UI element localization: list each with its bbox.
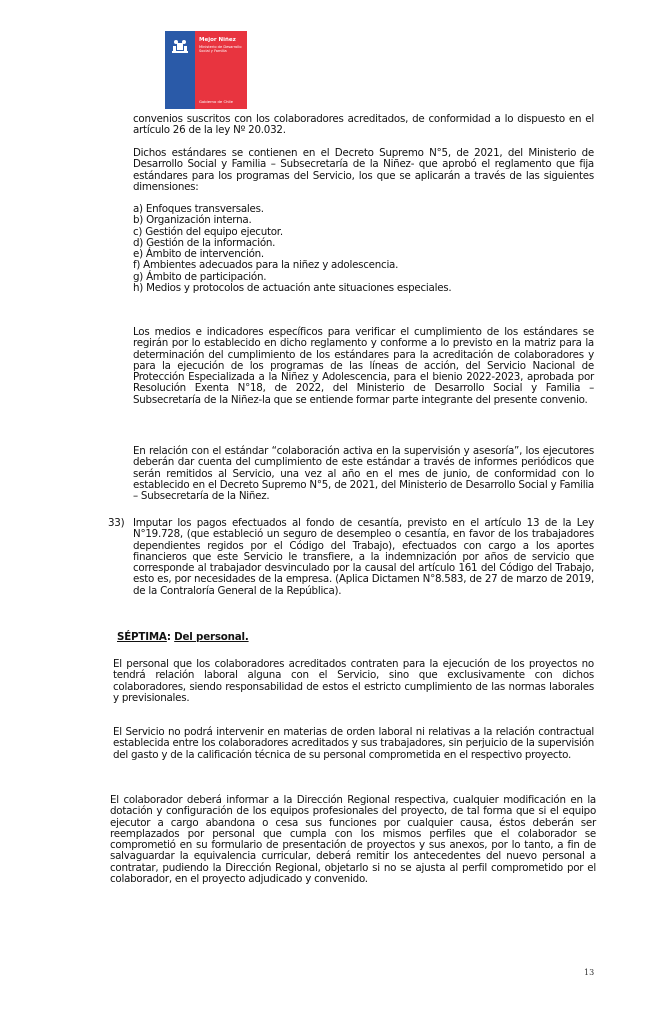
section-label: SÉPTIMA	[117, 631, 167, 643]
paragraph-servicio-no-intervenir: El Servicio no podrá intervenir en materias de orden laboral ni relativas a la relación contractual establecida entre los colaboradores acreditados y sus trabajadores, sin perjuicio de la supervisión del gasto y de la calificación técnica de su personal comprometida en el respectivo proyecto.	[113, 726, 594, 761]
dimension-item: a) Enfoques transversales.	[133, 203, 264, 215]
paragraph-personal-relacion: El personal que los colaboradores acreditados contraten para la ejecución de los proyectos no tendrá relación laboral alguna con el Servicio, sino que exclusivamente con dichos colaboradores, siendo responsabilidad de estos el estricto cumplimiento de las normas laborales y previsionales.	[113, 658, 594, 704]
paragraph-convenios: convenios suscritos con los colaboradores acreditados, de conformidad a lo dispuesto en el artículo 26 de la ley Nº 20.032.	[133, 113, 594, 137]
paragraph-decreto-estandares: Dichos estándares se contienen en el Decreto Supremo N°5, de 2021, del Ministerio de Desarrollo Social y Familia – Subsecretaría de la Niñez- que aprobó el reglamento que fija estándares para los programas del Servicio, los que se aplicarán a través de las siguientes dimensiones:	[133, 147, 594, 193]
dimension-item: h) Medios y protocolos de actuación ante situaciones especiales.	[133, 281, 452, 294]
dimension-item: b) Organización interna.	[133, 214, 252, 227]
logo-red-panel	[195, 31, 247, 109]
dimension-item: c) Gestión del equipo ejecutor.	[133, 225, 283, 238]
section-heading-septima	[117, 631, 249, 643]
paragraph-medios-indicadores: Los medios e indicadores específicos para verificar el cumplimiento de los estándares se regirán por lo establecido en dicho reglamento y conforme a lo previsto en la matriz para la determinación del cumplimiento de los estándares para la acreditación de colaboradores y para la ejecución de los programas de las líneas de acción, del Servicio Nacional de Protección Especializada a la Niñez y Adolescencia, para el bienio 2022-2023, aprobada por Resolución Exenta N°18, de 2022, del Ministerio de Desarrollo Social y Familia – Subsecretaría de la Niñez-la que se entiende formar parte integrante del presente convenio.	[133, 326, 594, 406]
dimensions-list	[133, 204, 594, 294]
section-separator: :	[166, 631, 171, 643]
paragraph-colaborador-informar: El colaborador deberá informar a la Dirección Regional respectiva, cualquier modificación en la dotación y configuración de los equipos profesionales del proyecto, de tal forma que si el equipo ejecutor a cargo abandona o cesa sus funciones por cualquier causa, éstos deberán ser reemplazados por personal que cumpla con los mismos perfiles que el colaborador se comprometió en su formulario de presentación de proyectos y sus anexos, por lo tanto, a fin de salvaguardar la equivalencia curricular, deberá remitir los antecedentes del nuevo personal a contratar, pudiendo la Dirección Regional, objetarlo si no se ajusta al perfil comprometido por el colaborador, en el proyecto adjudicado y convenido.	[110, 794, 596, 885]
paragraph-colaboracion-activa: En relación con el estándar “colaboración activa en la supervisión y asesoría”, los ejecutores deberán dar cuenta del cumplimiento de este estándar a través de informes periódicos que serán remitidos al Servicio, una vez al año en el mes de junio, de conformidad con lo establecido en el Decreto Supremo N°5, de 2021, del Ministerio de Desarrollo Social y Familia – Subsecretaría de la Niñez.	[133, 445, 594, 502]
page-number: 13	[584, 968, 595, 977]
dimension-item: f) Ambientes adecuados para la niñez y adolescencia.	[133, 259, 399, 272]
dimension-item: e) Ámbito de intervención.	[133, 248, 264, 260]
logo-brand: Mejor Niñez	[199, 37, 236, 43]
logo-government: Gobierno de Chile	[199, 99, 233, 104]
chile-coat-of-arms-icon	[170, 38, 190, 54]
item-number-33: 33)	[108, 517, 125, 529]
dimension-item: g) Ámbito de participación.	[133, 270, 267, 283]
item-33-text: Imputar los pagos efectuados al fondo de cesantía, previsto en el artículo 13 de la Ley N°19.728, (que estableció un seguro de desempleo o cesantía, en favor de los trabajadores dependientes regidos por el Código del Trabajo), efectuados con cargo a los aportes financieros que este Servicio le transfiere, a la indemnización por años de servicio que corresponde al trabajador desvinculado por la causal del artículo 161 del Código del Trabajo, esto es, por necesidades de la empresa. (Aplica Dictamen N°8.583, de 27 de marzo de 2019, de la Contraloría General de la República).	[133, 517, 594, 597]
logo-blue-panel	[165, 31, 195, 109]
logo-ministry: Ministerio de Desarrollo Social y Familia	[199, 45, 242, 54]
section-title: Del personal.	[174, 631, 249, 643]
dimension-item: d) Gestión de la información.	[133, 236, 276, 249]
mejor-ninez-logo	[165, 31, 247, 109]
